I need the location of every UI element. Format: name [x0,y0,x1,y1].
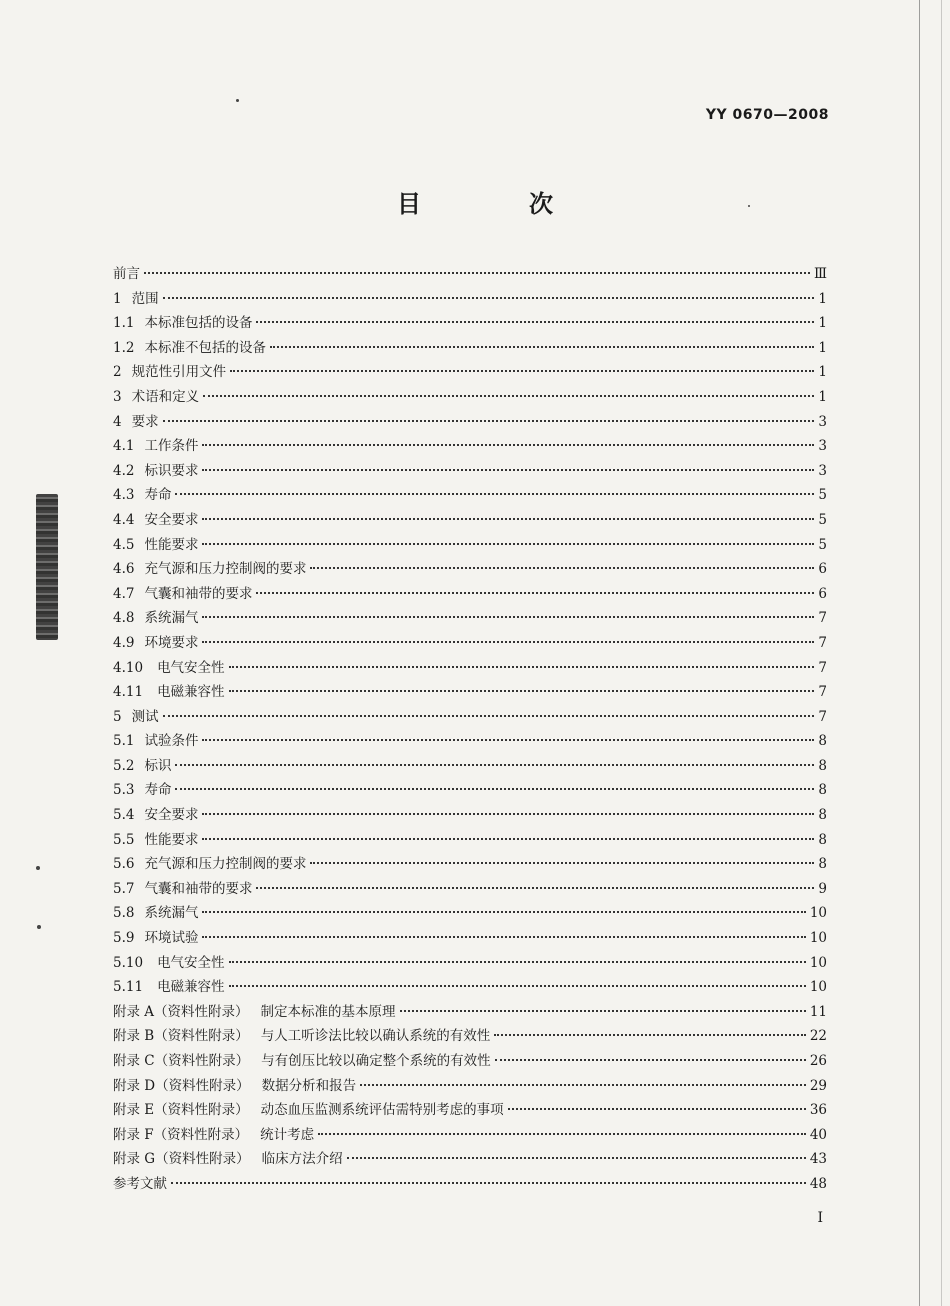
toc-entry-page: 48 [809,1175,827,1192]
toc-entry-title: 术语和定义 [131,388,200,405]
toc-entry-page: 3 [818,462,827,479]
toc-entry[interactable] [113,951,827,976]
toc-entry-title: 与人工听诊法比较以确认系统的有效性 [260,1028,491,1045]
toc-entry-number: 附录 E（资料性附录） [113,1102,249,1119]
page-number: I [817,1210,823,1226]
toc-entry-title: 系统漏气 [144,610,199,627]
toc-entry[interactable] [113,360,827,385]
toc-entry[interactable] [113,1147,827,1172]
dot-leader [229,689,815,692]
toc-entry-number: 4.6 [113,561,135,578]
scan-speck [236,99,239,102]
toc-entry-title: 测试 [131,708,159,725]
toc-entry-page: 7 [818,659,827,676]
toc-entry[interactable] [113,828,827,853]
toc-entry-title: 前言 [113,266,140,282]
toc-entry[interactable] [113,631,827,656]
toc-entry[interactable] [113,803,827,828]
toc-entry[interactable] [113,1172,827,1197]
dot-leader [230,369,814,372]
toc-entry-label [113,1098,504,1118]
toc-entry-number: 2 [113,364,122,381]
toc-entry[interactable] [113,877,827,902]
toc-entry-number: 5.11 [113,979,144,996]
toc-entry-label [113,336,266,356]
toc-entry[interactable] [113,311,827,336]
dot-leader [202,468,814,471]
toc-entry[interactable] [113,729,827,754]
toc-entry-number: 5.6 [113,856,135,873]
toc-entry[interactable] [113,754,827,779]
toc-entry-title: 试验条件 [144,733,199,750]
toc-entry-title: 寿命 [144,487,172,504]
toc-entry-label [113,1024,490,1044]
toc-entry-number: 5.7 [113,880,135,897]
toc-entry[interactable] [113,434,827,459]
toc-entry[interactable] [113,656,827,681]
toc-entry-label [113,926,198,946]
toc-entry-title: 寿命 [144,782,172,799]
toc-entry-title: 标识要求 [144,462,199,479]
toc-entry-page: 22 [809,1028,827,1045]
toc-entry-page: 8 [818,856,827,873]
toc-entry[interactable] [113,1049,827,1074]
toc-entry-number: 附录 F（资料性附录） [113,1126,249,1143]
dot-leader [175,787,814,790]
toc-entry-label [113,778,171,798]
toc-entry-label [113,410,159,430]
toc-entry-page: 6 [818,585,827,602]
toc-entry-label [113,360,226,380]
dot-leader [163,296,815,299]
toc-entry-number: 5.4 [113,807,135,824]
toc-entry-title: 数据分析和报告 [261,1077,357,1094]
dot-leader [202,837,814,840]
toc-entry[interactable] [113,778,827,803]
toc-entry-number: 5 [113,708,122,725]
dot-leader [202,542,814,545]
dot-leader [347,1156,806,1159]
toc-entry-number: 4.4 [113,511,135,528]
dot-leader [318,1132,806,1135]
dot-leader [175,763,814,766]
dot-leader [256,886,814,889]
toc-entry-page: 10 [809,954,827,971]
toc-entry-page: 6 [818,561,827,578]
scan-speck [37,925,41,929]
dot-leader [256,320,814,323]
toc-entry-label [113,877,252,897]
toc-entry-title: 充气源和压力控制阀的要求 [144,856,307,873]
toc-entry[interactable] [113,1024,827,1049]
toc-entry-title: 临床方法介绍 [261,1151,343,1168]
toc-entry-label [113,1074,356,1094]
toc-entry-page: 10 [809,930,827,947]
toc-entry-number: 4 [113,413,122,430]
toc-entry-title: 气囊和袖带的要求 [144,585,253,602]
toc-entry-title: 规范性引用文件 [131,364,227,381]
toc-entry-number: 1.2 [113,339,135,356]
dot-leader [203,394,814,397]
toc-entry[interactable] [113,1123,827,1148]
toc-entry-number: 4.7 [113,585,135,602]
toc-entry-title: 安全要求 [144,807,199,824]
toc-entry-page: 3 [818,413,827,430]
toc-entry-page: 7 [818,684,827,701]
dot-leader [310,861,814,864]
toc-entry-page: 1 [818,290,827,307]
toc-entry-number: 4.8 [113,610,135,627]
toc-entry-number: 4.3 [113,487,135,504]
toc-entry-label [113,483,171,503]
toc-entry-number: 5.2 [113,757,135,774]
dot-leader [360,1083,806,1086]
toc-entry-title: 性能要求 [144,536,199,553]
toc-entry-page: 29 [809,1077,827,1094]
toc-entry-page: 43 [809,1151,827,1168]
toc-entry-label [113,1000,396,1020]
scan-smudge [36,494,58,640]
toc-entry[interactable] [113,680,827,705]
scan-speck [36,866,40,870]
toc-entry-label [113,656,225,676]
toc-entry[interactable] [113,262,827,287]
dot-leader [508,1107,806,1110]
toc-entry-page: 1 [818,339,827,356]
toc-entry-page: 1 [818,388,827,405]
toc-entry[interactable] [113,459,827,484]
dot-leader [202,517,814,520]
toc-entry-label [113,1123,314,1143]
toc-entry[interactable] [113,410,827,435]
toc-entry-title: 性能要求 [144,831,199,848]
toc-entry[interactable] [113,705,827,730]
toc-entry-title: 电磁兼容性 [157,684,225,701]
toc-entry[interactable] [113,975,827,1000]
toc-entry-label [113,631,198,651]
toc-entry-number: 4.1 [113,438,135,455]
toc-entry-label [113,729,198,749]
toc-entry-title: 本标准包括的设备 [144,315,253,332]
toc-entry-label [113,606,198,626]
toc-entry[interactable] [113,852,827,877]
toc-entry-title: 制定本标准的基本原理 [260,1003,396,1020]
toc-entry-page: Ⅲ [813,266,827,282]
toc-entry-number: 1 [113,290,122,307]
toc-entry-label [113,385,199,405]
toc-entry[interactable] [113,508,827,533]
toc-entry-number: 5.3 [113,782,135,799]
dot-leader [202,910,805,913]
toc-entry-label [113,459,198,479]
dot-leader [202,615,814,618]
toc-entry-title: 动态血压监测系统评估需特别考虑的事项 [260,1102,504,1119]
toc-entry-page: 7 [818,610,827,627]
dot-leader [256,591,814,594]
dot-leader [163,714,815,717]
toc-entry-page: 8 [818,733,827,750]
toc-entry-label [113,901,198,921]
toc-entry-number: 4.11 [113,684,144,701]
toc-entry-label [113,434,198,454]
toc-entry-label [113,975,225,995]
toc-entry-number: 5.5 [113,831,135,848]
toc-entry-label [113,311,252,331]
dot-leader [229,960,806,963]
toc-entry-page: 9 [818,880,827,897]
toc-entry-label [113,262,140,282]
toc-entry-number: 5.9 [113,930,135,947]
toc-entry-title: 充气源和压力控制阀的要求 [144,561,307,578]
toc-entry[interactable] [113,1098,827,1123]
toc-entry[interactable] [113,1000,827,1025]
dot-leader [175,492,814,495]
dot-leader [144,271,810,274]
toc-entry-label [113,852,306,872]
toc-entry-page: 7 [818,708,827,725]
toc-entry[interactable] [113,336,827,361]
toc-entry-page: 11 [809,1003,827,1020]
toc-entry-page: 5 [818,487,827,504]
toc-entry-page: 36 [809,1102,827,1119]
toc-entry-number: 附录 C（资料性附录） [113,1053,250,1069]
dot-leader [202,812,814,815]
toc-entry-number: 4.9 [113,634,135,651]
toc-entry[interactable] [113,533,827,558]
dot-leader [202,935,805,938]
document-code: YY 0670—2008 [705,107,829,123]
toc-entry[interactable] [113,287,827,312]
dot-leader [229,984,806,987]
dot-leader [202,443,814,446]
toc-entry-title: 参考文献 [113,1175,167,1192]
dot-leader [163,419,815,422]
toc-entry-label [113,287,159,307]
toc-entry-title: 电磁兼容性 [157,979,225,996]
toc-entry-label [113,557,306,577]
toc-entry[interactable] [113,606,827,631]
dot-leader [310,566,814,569]
toc-entry-title: 与有创压比较以确定整个系统的有效性 [261,1053,491,1069]
toc-entry[interactable] [113,483,827,508]
toc-entry-title: 环境要求 [144,634,199,651]
toc-entry-label [113,1147,343,1167]
toc-entry-label [113,508,198,528]
toc-entry[interactable] [113,1074,827,1099]
toc-entry-page: 8 [818,807,827,824]
toc-entry-page: 1 [818,315,827,332]
dot-leader [229,665,815,668]
toc-entry-number: 附录 A（资料性附录） [113,1003,249,1020]
dot-leader [202,738,814,741]
toc-entry-label [113,754,171,774]
table-of-contents [113,262,827,1197]
toc-entry-label [113,803,198,823]
toc-entry-page: 8 [818,782,827,799]
toc-entry-label [113,533,198,553]
toc-entry-number: 附录 D（资料性附录） [113,1077,250,1094]
toc-entry-number: 4.10 [113,659,144,676]
toc-entry-label [113,1049,491,1069]
toc-entry-page: 5 [818,536,827,553]
toc-entry-label [113,680,225,700]
toc-entry-page: 3 [818,438,827,455]
toc-entry-page: 40 [809,1126,827,1143]
toc-entry-page: 5 [818,511,827,528]
dot-leader [202,640,814,643]
toc-entry-title: 气囊和袖带的要求 [144,880,253,897]
dot-leader [400,1009,806,1012]
dot-leader [495,1058,806,1061]
toc-entry-title: 电气安全性 [157,659,225,676]
toc-entry-page: 8 [818,757,827,774]
dot-leader [494,1033,806,1036]
toc-entry-page: 10 [809,905,827,922]
toc-entry-title: 统计考虑 [260,1126,315,1143]
toc-entry-number: 5.8 [113,905,135,922]
toc-entry-title: 标识 [144,757,172,774]
toc-entry-page: 7 [818,634,827,651]
toc-entry-title: 工作条件 [144,438,199,455]
toc-entry[interactable] [113,926,827,951]
dot-leader [270,345,814,348]
toc-entry-title: 要求 [131,413,159,430]
page-title: 目 次 [397,190,595,218]
toc-entry-page: 10 [809,979,827,996]
toc-entry[interactable] [113,582,827,607]
toc-entry-label [113,828,198,848]
toc-entry-number: 3 [113,388,122,405]
toc-entry-page: 26 [809,1053,827,1069]
toc-entry-number: 1.1 [113,315,135,332]
toc-entry-page: 8 [818,831,827,848]
toc-entry-number: 附录 B（资料性附录） [113,1028,249,1045]
toc-entry-number: 4.5 [113,536,135,553]
toc-entry-title: 系统漏气 [144,905,199,922]
toc-entry-number: 5.10 [113,954,144,971]
toc-entry[interactable] [113,901,827,926]
toc-entry[interactable] [113,557,827,582]
toc-entry-title: 范围 [131,290,159,307]
toc-entry-title: 本标准不包括的设备 [144,339,266,356]
toc-entry-title: 电气安全性 [157,954,225,971]
toc-entry-label [113,582,252,602]
toc-entry-label [113,705,159,725]
toc-entry-label [113,1172,167,1192]
dot-leader [171,1181,806,1184]
toc-entry-number: 5.1 [113,733,135,750]
toc-entry[interactable] [113,385,827,410]
toc-entry-number: 附录 G（资料性附录） [113,1151,250,1168]
toc-entry-number: 4.2 [113,462,135,479]
toc-entry-page: 1 [818,364,827,381]
toc-entry-title: 环境试验 [144,930,199,947]
toc-entry-label [113,951,225,971]
toc-entry-title: 安全要求 [144,511,199,528]
